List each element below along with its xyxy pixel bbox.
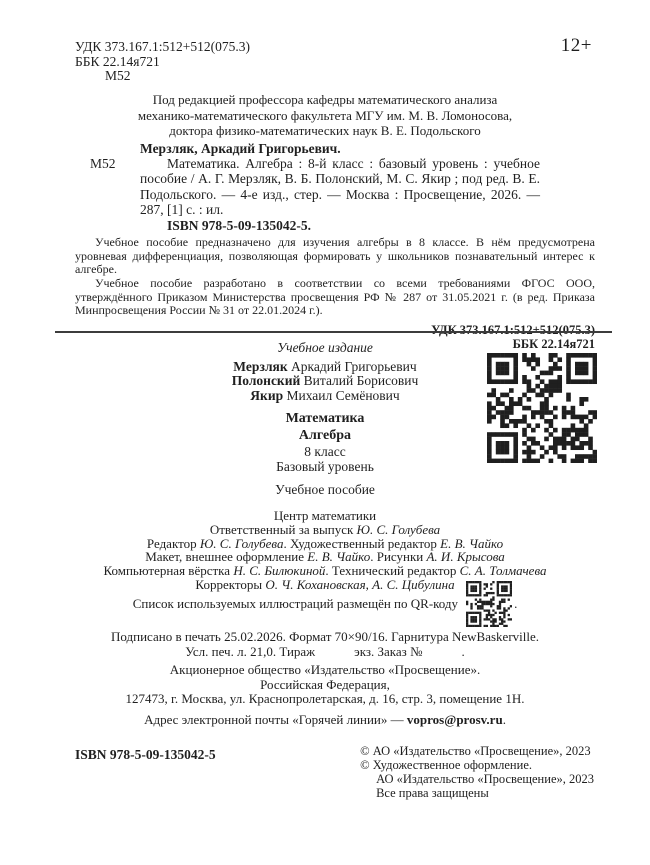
bib-entry-code: М52 bbox=[90, 156, 116, 172]
classification-code: М52 bbox=[105, 68, 131, 83]
edition-type-label: Учебное издание bbox=[277, 340, 373, 355]
author-heading: Мерзляк, Аркадий Григорьевич. bbox=[140, 141, 341, 156]
publication-type: Учебное пособие bbox=[275, 482, 375, 497]
staff-line: Компьютерная вёрстка Н. С. Билюкиной. Технический редактор С. А. Толмачева bbox=[103, 563, 547, 579]
classification-block bbox=[75, 40, 250, 84]
annotation-paragraph-1: Учебное пособие предназначено для изучения алгебры в 8 классе. В нём предусмотрена уровневая дифференциация, позволяющая формировать у школьников познавательный интерес к алгебре. bbox=[75, 235, 595, 277]
publisher-name: Акционерное общество «Издательство «Просвещение». bbox=[169, 662, 481, 678]
qr-note-row bbox=[0, 576, 650, 628]
grade-label: 8 класс bbox=[304, 444, 346, 459]
bib-description: Математика. Алгебра : 8-й класс : базовый уровень : учебное пособие / А. Г. Мерзляк, В. Б. Полонский, М. С. Якир ; под ред. В. Е. Подольского. — 4-е изд., стер. — Москва : Просвещение, 2026. — 287, [1] с. : ил. bbox=[140, 156, 540, 217]
imprint-block bbox=[0, 630, 650, 728]
bbk-bottom: ББК 22.14я721 bbox=[512, 337, 595, 352]
bbk-top: ББК 22.14я721 bbox=[75, 53, 160, 69]
copyright-line: Все права защищены bbox=[376, 786, 489, 800]
book-title: Математика bbox=[285, 411, 365, 426]
qr-code-large bbox=[487, 353, 597, 463]
staff-line: Макет, внешнее оформление Е. В. Чайко. Рисунки А. И. Крысова bbox=[145, 549, 505, 565]
udk-bottom: УДК 373.167.1:512+512(075.3) bbox=[431, 322, 595, 337]
hotline-email-line: Адрес электронной почты «Горячей линии» — vopros@prosv.ru. bbox=[144, 711, 506, 727]
bottom-block bbox=[75, 744, 594, 800]
print-info-line-2: Усл. печ. л. 21,0. Тираж экз. Заказ № . bbox=[185, 643, 465, 659]
staff-line: Корректоры О. Ч. Кохановская, А. С. Цибулина bbox=[195, 576, 455, 592]
copyright-line: © Художественное оформление. bbox=[360, 758, 532, 772]
editorial-note bbox=[0, 92, 650, 139]
publisher-address: 127473, г. Москва, ул. Краснопролетарская, д. 16, стр. 3, помещение 1Н. bbox=[125, 691, 525, 707]
editorial-note-line: доктора физико-математических наук В. Е. Подольского bbox=[169, 123, 481, 138]
editorial-note-line: Под редакцией профессора кафедры математического анализа bbox=[152, 92, 498, 107]
center-label: Центр математики bbox=[273, 508, 377, 523]
udk-top: УДК 373.167.1:512+512(075.3) bbox=[75, 39, 251, 54]
annotation-paragraph-2: Учебное пособие разработано в соответствии со всеми требованиями ФГОС ООО, утверждённого Приказом Министерства просвещения РФ № 287 от 31.05.2021 г. (в ред. Приказа Минпросвещения России № 31 от 22.01.2024 г.). bbox=[75, 276, 595, 318]
author-name: Мерзляк Аркадий Григорьевич bbox=[233, 358, 417, 374]
level-label: Базовый уровень bbox=[276, 459, 374, 474]
editorial-note-line: механико-математического факультета МГУ им. М. В. Ломоносова, bbox=[137, 107, 513, 123]
copyright-line: АО «Издательство «Просвещение», 2023 bbox=[376, 772, 594, 786]
qr-note-suffix: . bbox=[514, 596, 518, 611]
book-subtitle: Алгебра bbox=[298, 427, 352, 443]
isbn-bottom: ISBN 978-5-09-135042-5 bbox=[75, 747, 216, 762]
author-name: Якир Михаил Семёнович bbox=[250, 387, 400, 403]
copyright-block bbox=[360, 744, 594, 800]
author-name: Полонский Виталий Борисович bbox=[231, 373, 419, 388]
isbn-line: ISBN 978-5-09-135042-5. bbox=[167, 218, 311, 234]
age-rating-badge: 12+ bbox=[560, 35, 592, 56]
bib-entry-body bbox=[75, 156, 595, 217]
print-info-line-1: Подписано в печать 25.02.2026. Формат 70×90/16. Гарнитура NewBaskerville. bbox=[111, 629, 539, 644]
qr-code-small bbox=[466, 581, 512, 627]
section-divider bbox=[55, 331, 612, 333]
copyright-line: © АО «Издательство «Просвещение», 2023 bbox=[360, 744, 591, 758]
publisher-country: Российская Федерация, bbox=[260, 676, 390, 692]
qr-note: Список используемых иллюстраций размещён по QR-коду bbox=[132, 596, 459, 611]
staff-line: Ответственный за выпуск Ю. С. Голубева bbox=[209, 521, 441, 537]
staff-line: Редактор Ю. С. Голубева. Художественный редактор Е. В. Чайко bbox=[146, 535, 504, 551]
bibliographic-entry bbox=[75, 141, 595, 352]
